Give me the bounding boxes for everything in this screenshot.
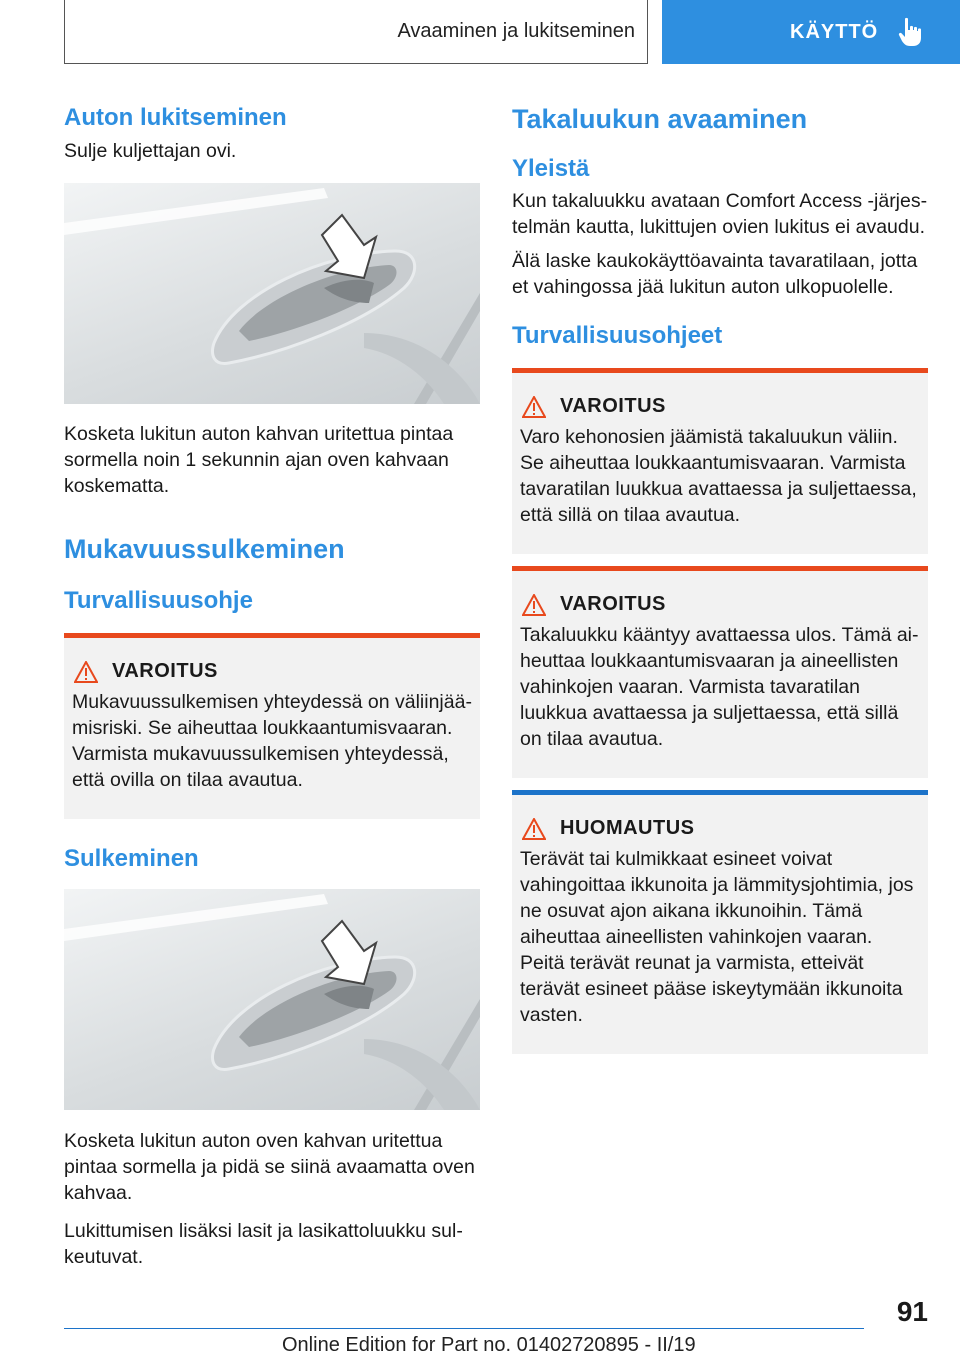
door-handle-photo-2: [64, 889, 480, 1110]
section-title: Avaaminen ja lukitseminen: [397, 20, 635, 42]
door-handle-illustration: [64, 183, 480, 404]
warning-header: [72, 660, 472, 683]
warning-box-tailgate-2: [512, 566, 928, 778]
comfort-heading: Mukavuussulkeminen: [64, 534, 345, 564]
notice-triangle-icon: [522, 818, 546, 840]
warning-text: Mukavuussulkemisen yhteydessä on väliinjäämisriski. Se aiheuttaa loukkaantumisvaaran. Varmista mukavuussulkemisen yhteydessä, että ovilla on tilaa avautua.: [72, 691, 472, 791]
warning-header: [520, 395, 920, 418]
door-handle-illustration: [64, 889, 480, 1110]
footer-divider: [64, 1328, 864, 1329]
warning-header: [520, 593, 920, 616]
safety-heading-right: Turvallisuusohjeet: [512, 322, 723, 349]
notice-header: [520, 817, 920, 840]
warning-box-comfort: [64, 633, 480, 819]
lock-instruction: Kosketa lukitun auton kahvan uritettua pintaa sormella noin 1 sekunnin ajan oven kahvaan koskematta.: [64, 423, 454, 497]
closing-note: Lukittumisen lisäksi lasit ja lasikattoluukku sulkeutuvat.: [64, 1220, 463, 1268]
general-paragraph-1: Kun takaluukku avataan Comfort Access -järjestelmän kautta, lukittujen ovien lukitus ei avaudu.: [512, 190, 928, 238]
warning-title: VAROITUS: [560, 593, 666, 615]
section-header: [64, 0, 648, 64]
notice-title: HUOMAUTUS: [560, 817, 695, 839]
warning-title: VAROITUS: [560, 395, 666, 417]
warning-box-tailgate-1: [512, 368, 928, 554]
page-number: 91: [896, 1296, 928, 1327]
chapter-title: KÄYTTÖ: [790, 20, 879, 43]
warning-title: VAROITUS: [112, 660, 218, 682]
notice-text: Terävät tai kulmikkaat esineet voivat vahingoittaa ikkunoita ja lämmitysjohtimia, jos ne osuvat ajon aikana ikkunoihin. Tämä aiheuttaa aineellisten vahinkojen vaaran. Peitä terävät reunat ja varmista, etteivät terävät esineet pääse iskeytymään ikkunoita vasten.: [520, 848, 914, 1026]
door-handle-photo-1: [64, 183, 480, 404]
lock-heading: Auton lukitseminen: [64, 104, 287, 131]
warning-text: Takaluukku kääntyy avattaessa ulos. Tämä aiheuttaa loukkaantumisvaaran ja aineellisten vahinkojen vaaran. Varmista tavaratilan luukkua avattaessa ja suljettaessa, että sillä on tilaa avautua.: [520, 624, 919, 750]
warning-triangle-icon: [522, 396, 546, 418]
right-column: [512, 92, 928, 1054]
warning-triangle-icon: [74, 661, 98, 683]
lock-text: Sulje kuljettajan ovi.: [64, 140, 237, 162]
left-column: [64, 92, 480, 1270]
closing-instruction: Kosketa lukitun auton oven kahvan uritettua pintaa sormella ja pidä se siinä avaamatta oven kahvaa.: [64, 1130, 475, 1204]
tailgate-heading: Takaluukun avaaminen: [512, 104, 808, 134]
notice-box-windows: [512, 790, 928, 1054]
chapter-tab[interactable]: [662, 0, 960, 64]
safety-heading-left: Turvallisuusohje: [64, 587, 253, 614]
general-heading: Yleistä: [512, 155, 590, 182]
closing-heading: Sulkeminen: [64, 845, 199, 872]
footer-edition: Online Edition for Part no. 01402720895 - II/19: [282, 1334, 696, 1356]
warning-triangle-icon: [522, 594, 546, 616]
general-paragraph-2: Älä laske kaukokäyttöavainta tavaratilaan, jotta et vahingossa jää lukitun auton ulkopuolelle.: [512, 250, 918, 298]
hand-pointer-icon: [898, 17, 924, 47]
warning-text: Varo kehonosien jäämistä takaluukun väliin. Se aiheuttaa loukkaantumisvaaran. Varmista tavaratilan luukkua avattaessa ja suljettaessa, että sillä on tilaa avautua.: [520, 426, 917, 526]
